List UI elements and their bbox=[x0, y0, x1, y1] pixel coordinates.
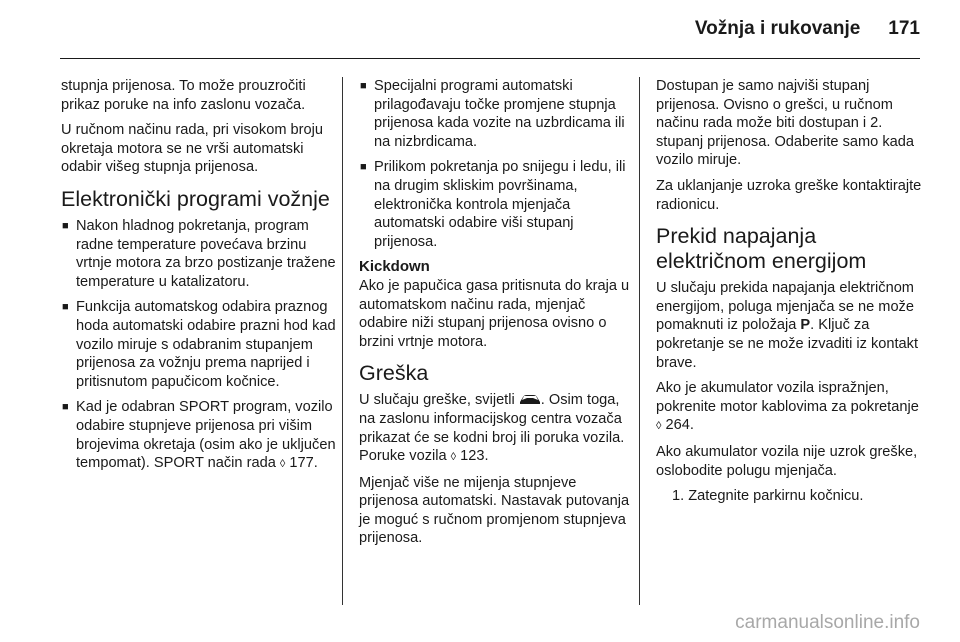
bullet-list bbox=[359, 77, 634, 251]
paragraph: Ako je akumulator vozila ispražnjen, pokrenite motor kablovima za pokretanje ◊ 264. bbox=[656, 380, 919, 434]
header-rule bbox=[60, 58, 920, 59]
page-reference-link[interactable]: 123. bbox=[460, 448, 489, 465]
paragraph: Ako je papučica gasa pritisnuta do kraja u automatskom načinu rada, mjenjač odabire niži stupanj prijenosa ovisno o brzini vrtnje motora. bbox=[359, 277, 630, 350]
bullet-square-icon: ■ bbox=[62, 401, 69, 414]
kickdown-heading: Kickdown bbox=[359, 258, 430, 276]
xref-arrow-icon: ◊ bbox=[279, 458, 286, 471]
column-2 bbox=[359, 77, 634, 555]
page-reference-link[interactable]: 177. bbox=[289, 455, 318, 472]
paragraph: U ručnom načinu rada, pri visokom broju okretaja motora se ne vrši automatski odabir višeg stupnja prijenosa. bbox=[61, 122, 323, 176]
bullet-list bbox=[61, 217, 336, 474]
section-heading: Greška bbox=[359, 361, 429, 386]
paragraph: Dostupan je samo najviši stupanj prijenosa. Ovisno o grešci, u ručnom načinu rada može biti dostupan i 2. stupanj prijenosa. Odaberite samo kada vozilo miruje. bbox=[656, 78, 914, 169]
column-3 bbox=[656, 77, 922, 513]
paragraph: Za uklanjanje uzroka greške kontaktirajte radionicu. bbox=[656, 177, 922, 213]
list-item: ■ Kad je odabran SPORT program, vozilo odabire stupnjeve prijenosa pri višim brojevima okretaja (osim ako je uključen tempomat). SPORT način rada ◊ 177. bbox=[62, 399, 336, 472]
paragraph: stupnja prijenosa. To može prouzročiti prikaz poruke na info zaslonu vozača. bbox=[61, 78, 306, 113]
bullet-square-icon: ■ bbox=[360, 161, 367, 174]
watermark: carmanualsonline.info bbox=[735, 612, 920, 633]
bullet-square-icon: ■ bbox=[360, 80, 367, 92]
column-1 bbox=[61, 77, 336, 481]
xref-arrow-icon: ◊ bbox=[656, 420, 662, 433]
header-title: Vožnja i rukovanje bbox=[694, 18, 861, 39]
list-item: ■ Specijalni programi automatski prilagođavaju točke promjene stupnja prijenosa kada vozite na uzbrdicama ili na nizbrdicama. bbox=[360, 78, 625, 150]
paragraph: Mjenjač više ne mijenja stupnjeve prijenosa automatski. Nastavak putovanja je moguć s ručnom promjenom stupnjeva prijenosa. bbox=[359, 474, 630, 547]
paragraph: U slučaju greške, svijetli . Osim toga, na zaslonu informacijskog centra vozača prikazat će se kodni broj ili poruka vozila. Poruke vozila ◊ 123. bbox=[359, 392, 625, 465]
page-header bbox=[695, 18, 920, 40]
bullet-square-icon: ■ bbox=[62, 219, 69, 232]
car-warning-icon bbox=[519, 393, 541, 407]
numbered-step: 1. Zategnite parkirnu kočnicu. bbox=[672, 488, 864, 505]
paragraph: U slučaju prekida napajanja električnom energijom, poluga mjenjača se ne može pomaknuti iz položaja P. Ključ za pokretanje se ne može izvaditi iz kontakt brave. bbox=[656, 280, 919, 371]
page-number: 171 bbox=[888, 18, 920, 39]
list-item: ■ Funkcija automatskog odabira praznog hoda automatski odabire prazni hod kad vozilo miruje s odabranim stupanjem prijenosa za vožnju prema naprijed i pritisnutom papučicom kočnice. bbox=[62, 299, 336, 390]
page-reference-link[interactable]: 264. bbox=[665, 417, 694, 434]
xref-arrow-icon: ◊ bbox=[450, 451, 457, 464]
column-divider bbox=[342, 77, 343, 605]
bullet-square-icon: ■ bbox=[62, 301, 69, 314]
section-heading: Prekid napajanja električnom energijom bbox=[656, 224, 867, 274]
column-divider bbox=[639, 77, 640, 605]
paragraph: Ako akumulator vozila nije uzrok greške, oslobodite polugu mjenjača. bbox=[656, 443, 918, 479]
list-item: ■ Nakon hladnog pokretanja, program radne temperature povećava brzinu vrtnje motora za brzo postizanje tražene temperature u katalizatoru. bbox=[62, 217, 336, 290]
list-item: ■ Prilikom pokretanja po snijegu i ledu, ili na drugim skliskim površinama, elektronička kontrola mjenjača automatski odabire viši stupanj prijenosa. bbox=[360, 159, 626, 250]
section-heading: Elektronički programi vožnje bbox=[61, 186, 330, 211]
